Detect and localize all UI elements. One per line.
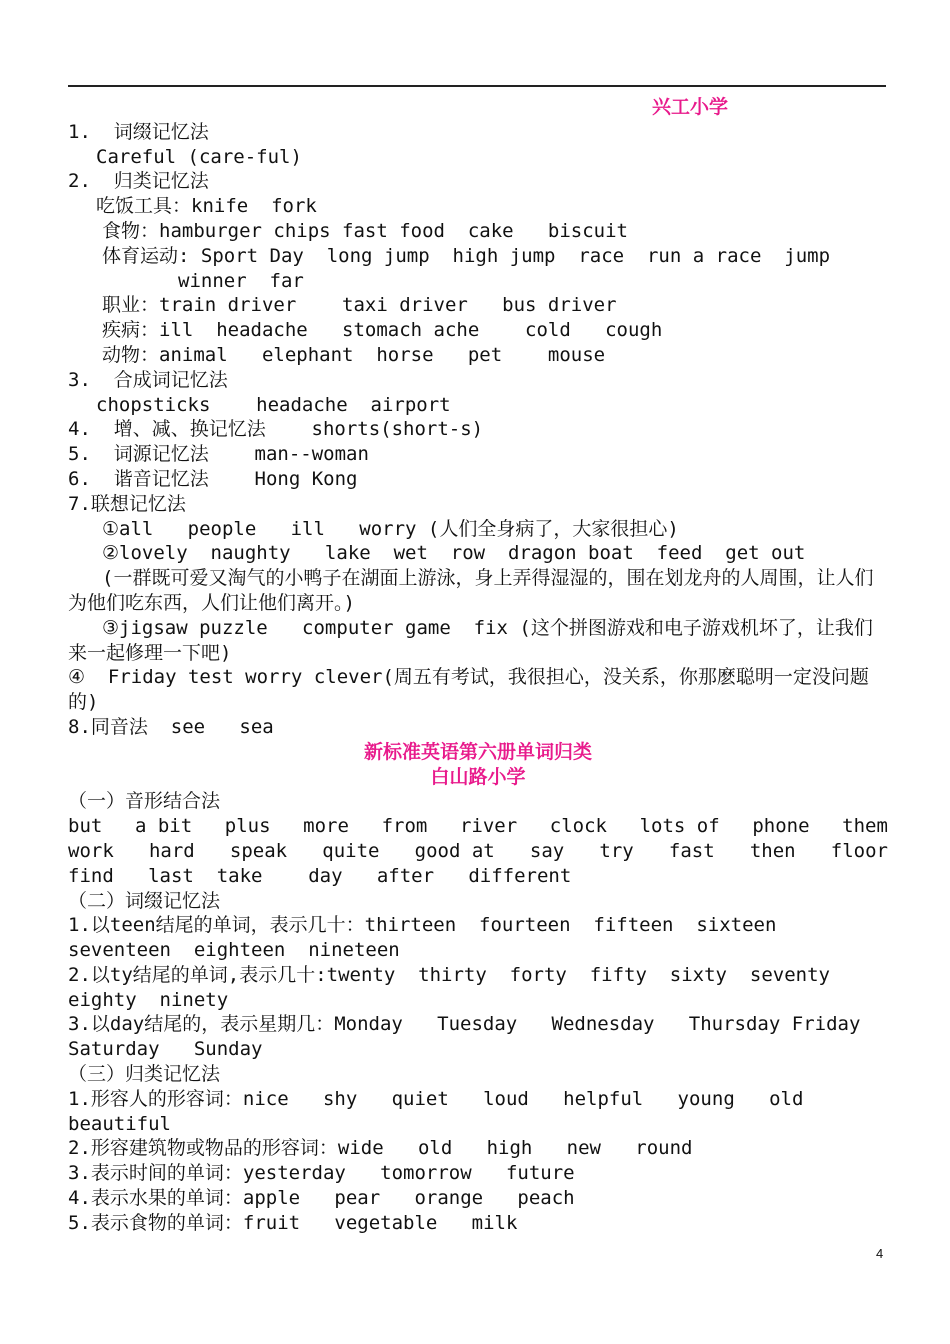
word: from xyxy=(381,815,428,838)
word: try xyxy=(599,839,634,862)
word: phone xyxy=(752,815,810,838)
page-number: 4 xyxy=(876,1246,884,1261)
word: say xyxy=(529,839,565,862)
school-title: 兴工小学 xyxy=(651,96,728,118)
section-subtitle: 白山路小学 xyxy=(430,765,526,788)
list-item: 4. 增、减、换记忆法 shorts(short-s) xyxy=(68,418,484,441)
list-item: 3. 合成词记忆法 xyxy=(68,368,228,391)
subheading: （二）词缀记忆法 xyxy=(68,889,221,912)
word: them xyxy=(842,815,888,838)
list-item: 5.表示食物的单词：fruit vegetable milk xyxy=(68,1211,518,1234)
paragraph: 2.以ty结尾的单词,表示几十:twenty thirty forty fifty sixty seventy eighty ninety xyxy=(68,963,842,1011)
document-body xyxy=(68,95,895,1236)
list-item: 1. 词缀记忆法 xyxy=(68,120,209,143)
list-item: 6. 谐音记忆法 Hong Kong xyxy=(68,467,358,490)
paragraph: (一群既可爱又淘气的小鸭子在湖面上游泳，身上弄得湿湿的，围在划龙舟的人周围，让人们为他们吃东西，人们让他们离开。) xyxy=(68,567,874,614)
list-item: 2. 归类记忆法 xyxy=(68,170,209,193)
word: then xyxy=(749,839,796,862)
subheading: （三）归类记忆法 xyxy=(68,1063,221,1086)
word: plus xyxy=(224,815,271,838)
paragraph: ④ Friday test worry clever(周五有考试，我很担心，没关系，你那麽聪明一定没问题的) xyxy=(68,666,869,714)
list-item: 体育运动: Sport Day long jump high jump race run a race jump xyxy=(102,244,831,267)
word: but xyxy=(68,815,103,838)
list-item: 吃饭工具：knife fork xyxy=(96,195,317,218)
word: fast xyxy=(668,839,715,862)
list-item: 8.同音法 see sea xyxy=(68,715,274,738)
word-row xyxy=(68,839,888,864)
list-item: winner far xyxy=(178,269,304,292)
paragraph: 3.以day结尾的，表示星期几：Monday Tuesday Wednesday Thursday Friday Saturday Sunday xyxy=(68,1013,895,1061)
list-item: ①all people ill worry (人们全身病了，大家很担心) xyxy=(102,517,679,540)
paragraph: ③jigsaw puzzle computer game fix (这个拼图游戏和电子游戏机坏了，让我们来一起修理一下吧) xyxy=(68,616,873,664)
word: quite xyxy=(322,839,380,862)
list-item: 7.联想记忆法 xyxy=(68,492,186,515)
word: speak xyxy=(229,839,288,862)
list-item: 食物：hamburger chips fast food cake biscuit xyxy=(102,219,628,242)
word: a bit xyxy=(134,815,193,838)
word-row: find last take day after different xyxy=(68,864,572,887)
list-item: ②lovely naughty lake wet row dragon boat feed get out xyxy=(102,542,806,565)
list-item: 3.表示时间的单词：yesterday tomorrow future xyxy=(68,1162,575,1185)
word: clock xyxy=(549,815,607,838)
list-item: 2.形容建筑物或物品的形容词：wide old high new round xyxy=(68,1137,693,1160)
list-item: chopsticks headache airport xyxy=(96,393,451,416)
paragraph: 1.以teen结尾的单词，表示几十：thirteen fourteen fifteen sixteen seventeen eighteen nineteen xyxy=(68,914,788,962)
word: hard xyxy=(148,839,195,862)
word: lots of xyxy=(639,815,720,838)
word: good at xyxy=(414,839,495,862)
list-item: 职业：train driver taxi driver bus driver xyxy=(102,294,617,317)
word: river xyxy=(459,815,518,838)
list-item: Careful (care-ful) xyxy=(96,145,302,168)
list-item: 动物：animal elephant horse pet mouse xyxy=(102,343,606,366)
word: floor xyxy=(830,839,888,862)
list-item: 疾病：ill headache stomach ache cold cough xyxy=(102,319,663,342)
word: more xyxy=(303,815,349,838)
list-item: 5. 词源记忆法 man--woman xyxy=(68,443,369,466)
paragraph: 1.形容人的形容词：nice shy quiet loud helpful young old beautiful xyxy=(68,1087,815,1135)
section-title: 新标准英语第六册单词归类 xyxy=(363,740,592,763)
list-item: 4.表示水果的单词：apple pear orange peach xyxy=(68,1187,575,1210)
subheading: （一）音形结合法 xyxy=(68,790,221,813)
word: work xyxy=(68,839,114,862)
word-row xyxy=(68,814,888,839)
header-rule xyxy=(68,85,886,87)
